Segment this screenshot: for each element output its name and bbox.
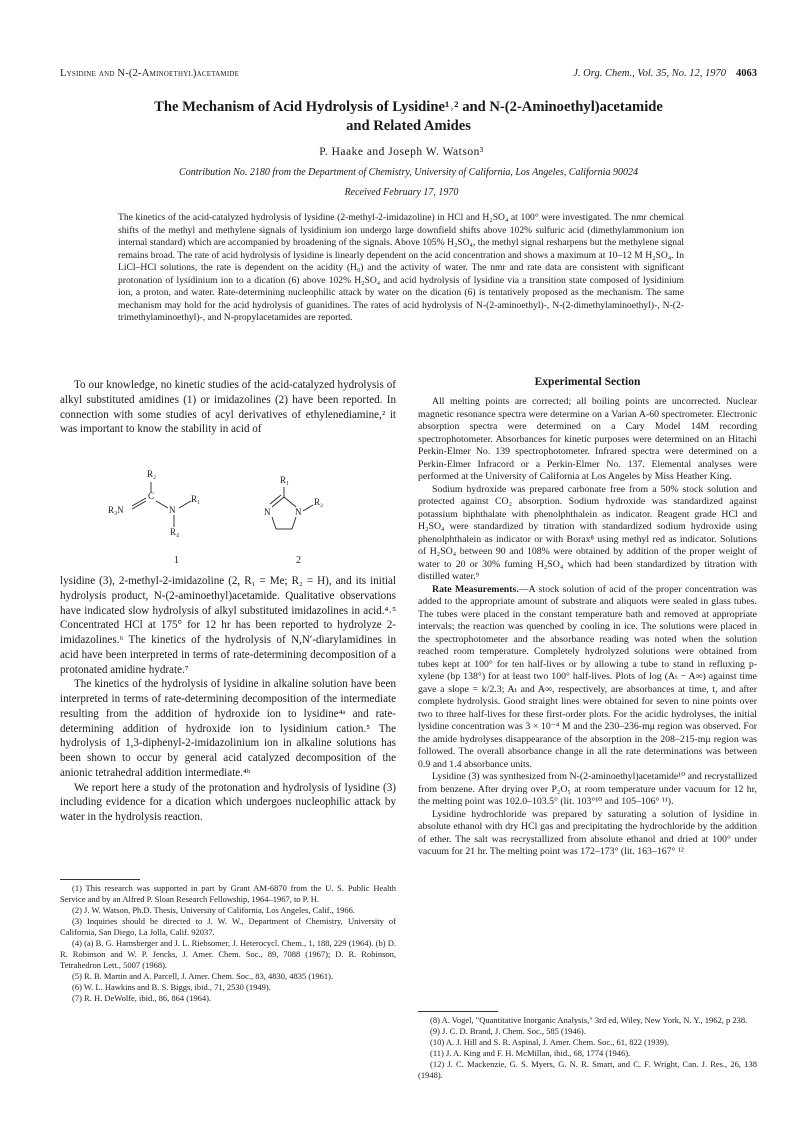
imidazoline-n1: N — [264, 507, 271, 517]
footnotes-left — [60, 883, 396, 1005]
intro-paragraph-3: The kinetics of the hydrolysis of lysidine in alkaline solution have been interpreted in terms of rate-determining decomposition of the intermediate resulting from the addition of hydroxide ion to lysidine⁴ᵃ and rate-determining addition of hydroxide ion to lysidinium cation.⁵ The hydrolysis of 1,3-diphenyl-2-imidazolinium ion in alkaline solutions has been shown to occur by general acid catalyzed decomposition of the anionic tetrahedral addition intermediate.⁴ᵇ — [60, 678, 396, 779]
intro-paragraph-2: lysidine (3), 2-methyl-2-imidazoline (2, R₁ = Me; R₂ = H), and its initial hydrolysis product, N-(2-aminoethyl)acetamide. Qualitative observations have indicated slow hydrolysis of alkyl substituted imidazolines in acid.⁴˒⁵ Concentrated HCl at 175° for 12 hr has been reported to hydrolyze 2-imidazolines.⁶ The kinetics of the hydrolysis of N,N′-diarylamidines in acid have been interpreted in terms of rate-determining decomposition of a protonated amidine hydrate.⁷ — [60, 575, 396, 676]
journal-name: J. Org. Chem., Vol. 35, No. 12, 1970 — [573, 68, 726, 79]
section-title-experimental: Experimental Section — [534, 376, 641, 388]
footnote-separator-right — [418, 1011, 498, 1012]
amidine-nitrogen: N — [169, 505, 176, 515]
affiliation: Contribution No. 2180 from the Department of Chemistry, University of California, Los Angeles, California 90024 — [179, 167, 638, 178]
rate-measurements-text: —A stock solution of acid of the proper concentration was added to the appropriate amount of substrate and aliquots were sealed in glass tubes. The tubes were placed in the constant temperature bath and removed at appropriate intervals; the reaction was quenched by cooling in ice. The solutions were placed in the spectrophotometer and the absorbance reading was noted when the solution reached room temperature. Completely hydrolyzed solutions were obtained from tubes kept at 100° for ten half-lives or by allowing a tube to stand in refluxing p-xylene (bp 138°) for at least two 100° half-lives. Plots of log (Aₜ − A∞) against time gave a slope = k/2.3; Aₜ and A∞, respectively, are absorbances at time, t, and after complete hydrolysis. Good straight lines were obtained for seven to nine points over two to three half-lives for these first-order plots. For the acidic hydrolyses, the initial lysidine concentration was 3 × 10⁻⁴ M and the 230–236-mμ region was observed. For the amide hydrolyses disappearance of the absorption in the 208–215-mμ region was followed. The overall absorbance change in all the rate determinations was between 0.9 and 1.4 absorbance units. — [418, 583, 757, 770]
footnote-5: (5) R. B. Martin and A. Parcell, J. Amer. Chem. Soc., 83, 4830, 4835 (1961). — [72, 971, 334, 982]
footnote-4: (4) (a) B. G. Harnsberger and J. L. Riebsomer, J. Heterocycl. Chem., 1, 188, 229 (1964). (b) D. R. Robinson and W. P. Jencks, J. Amer. Chem. Soc., 89, 7088 (1967); D. R. Robinson, Tetrahedron Lett., 5007 (1968). — [60, 938, 396, 971]
authors: P. Haake and Joseph W. Watson³ — [319, 146, 484, 158]
footnote-10: (10) A. J. Hill and S. R. Aspinal, J. Amer. Chem. Soc., 61, 822 (1939). — [430, 1037, 669, 1048]
footnote-8: (8) A. Vogel, "Quantitative Inorganic Analysis," 3rd ed, Wiley, New York, N. Y., 1962, p 238. — [430, 1015, 748, 1025]
running-title: Lysidine and N-(2-Aminoethyl)acetamide — [60, 68, 240, 79]
compound-number-1: 1 — [174, 555, 179, 566]
amidine-carbon: C — [148, 491, 155, 501]
amidine-r4: R₄ — [170, 527, 180, 537]
imidazoline-r1: R₁ — [280, 475, 290, 485]
amidine-r1: R₁ — [191, 494, 201, 504]
compound-number-2: 2 — [296, 555, 301, 566]
footnote-7: (7) R. H. DeWolfe, ibid., 86, 864 (1964). — [72, 993, 212, 1004]
footnote-9: (9) J. C. D. Brand, J. Chem. Soc., 585 (1946). — [430, 1026, 586, 1037]
left-column-body — [60, 574, 396, 825]
article-title — [60, 98, 757, 136]
imidazoline-n2: N — [295, 507, 302, 517]
structure-amidine — [100, 465, 210, 575]
title-line-2: and Related Amides — [346, 118, 471, 134]
abstract: The kinetics of the acid-catalyzed hydrolysis of lysidine (2-methyl-2-imidazoline) in HCl and H₂SO₄ at 100° were investigated. The nmr chemical shifts of the methyl and methylene signals of lysidinium ion undergo large downfield shifts above 102% sulfuric acid (dimethylammonium ion internal standard) which are accompanied by broadening of the signals. Above 105% H₂SO₄, the methyl signal resharpens but the methylene signal remains broad. The rate of acid hydrolysis of lysidine is linearly dependent on the acid concentration and shows a maximum at 10–12 M H₂SO₄. In LiCl–HCl solutions, the rate is dependent on the acidity (H₀) and the activity of water. The nmr and rate data are consistent with significant protonation of lysidinium ion to a dication (6) above 102% H₂SO₄ and acid hydrolysis of lysidine via a transition state composed of lysidinium ion, a proton, and water. Rate-determining nucleophilic attack by water on the dication (6) is tentatively proposed as the mechanism. The same mechanism may hold for the acid hydrolysis of guanidines. The rates of acid hydrolysis of N-(2-aminoethyl)-, N-(2-dimethylaminoethyl)-, N-(2-trimethylaminoethyl)-, and N-propylacetamides are reported. — [118, 212, 684, 324]
intro-paragraph-4: We report here a study of the protonation and hydrolysis of lysidine (3) including evidence for a dication which undergoes nucleophilic attack by water in the hydrolysis reaction. — [60, 781, 396, 823]
received-date: Received February 17, 1970 — [344, 187, 459, 198]
footnote-12: (12) J. C. Mackenzie, G. S. Myers, G. N. R. Smart, and C. F. Wright, Can. J. Res., 26, 138 (1948). — [418, 1059, 757, 1081]
right-column-body — [418, 396, 757, 859]
footnote-2: (2) J. W. Watson, Ph.D. Thesis, University of California, Los Angeles, Calif., 1966. — [72, 905, 356, 916]
structure-imidazoline — [250, 465, 360, 575]
amidine-r2: R₂ — [147, 469, 157, 479]
footnote-separator-left — [60, 879, 140, 880]
rate-measurements-heading: Rate Measurements. — [432, 583, 519, 595]
amidine-r3n: R₃N — [108, 505, 124, 515]
chemical-structures — [100, 465, 360, 575]
footnote-1: (1) This research was supported in part by Grant AM-6870 from the U. S. Public Health Service and by an Alfred P. Sloan Research Fellowship, 1964–1967, to P. H. — [60, 883, 396, 905]
experimental-paragraph-2: Sodium hydroxide was prepared carbonate free from a 50% stock solution and protected against CO₂ absorption. Sodium hydroxide was standardized against potassium biphthalate with phenolphthalein as indicator. Reagent grade HCl and H₂SO₄ were standardized by titration with standardized sodium hydroxide using phenolphthalein as indicator or with Borax⁸ using methyl red as indicator. Solutions of H₂SO₄ between 90 and 108% were obtained by addition of the proper weight of water to 20 or 30% fuming H₂SO₄ which had been standardized by titration with distilled water.⁹ — [418, 483, 757, 582]
page-number: 4063 — [736, 68, 757, 79]
running-header — [60, 68, 757, 84]
experimental-paragraph-3 — [418, 584, 757, 772]
imidazoline-r2: R₂ — [314, 497, 324, 507]
footnote-6: (6) W. L. Hawkins and B. S. Biggs, ibid., 71, 2530 (1949). — [72, 982, 271, 993]
footnote-3: (3) Inquiries should be directed to J. W. W., Department of Chemistry, University of California, San Diego, La Jolla, Calif. 92037. — [60, 916, 396, 938]
intro-paragraph-1: To our knowledge, no kinetic studies of the acid-catalyzed hydrolysis of alkyl substituted amidines (1) or imidazolines (2) have been reported. In connection with some studies of acyl derivatives of ethylenediamine,² it was important to know the stability in acid of — [60, 379, 396, 436]
journal-citation — [573, 68, 757, 79]
experimental-paragraph-1: All melting points are corrected; all boiling points are uncorrected. Nuclear magnetic resonance spectra were determine on a Varian A-60 spectrometer. Electronic absorption spectra were determined on a Cary Model 14M recording spectrophotometer. Absorbances for kinetic purposes were determined on an Hitachi Perkin-Elmer No. 139 spectrophotometer. Infrared spectra were determined on a Perkin-Elmer Infracord or a Perkin-Elmer No. 137. Elemental analyses were performed at the University of California at Los Angeles by Miss Heather King. — [418, 396, 757, 482]
experimental-paragraph-5: Lysidine hydrochloride was prepared by saturating a solution of lysidine in absolute ethanol with dry HCl gas and precipitating the hydrochloride by the addition of ether. The salt was recrystallized from absolute ethanol and dried at 100° under vacuum for 21 hr. The melting point was 172–173° (lit. 163–167° ¹² — [418, 808, 757, 857]
amidine-bonds — [100, 465, 210, 565]
left-column-intro — [60, 378, 396, 437]
experimental-paragraph-4: Lysidine (3) was synthesized from N-(2-aminoethyl)acetamide¹⁰ and recrystallized from benzene. After drying over P₂O₅ at room temperature under vacuum for 12 hr, the melting point was 102.0–103.5° (lit. 103°¹⁰ and 105–106° ¹¹). — [418, 771, 757, 807]
footnote-11: (11) J. A. King and F. H. McMillan, ibid., 68, 1774 (1946). — [430, 1048, 631, 1059]
title-line-1: The Mechanism of Acid Hydrolysis of Lysidine¹˒² and N-(2-Aminoethyl)acetamide — [154, 99, 663, 115]
footnotes-right — [418, 1015, 757, 1081]
